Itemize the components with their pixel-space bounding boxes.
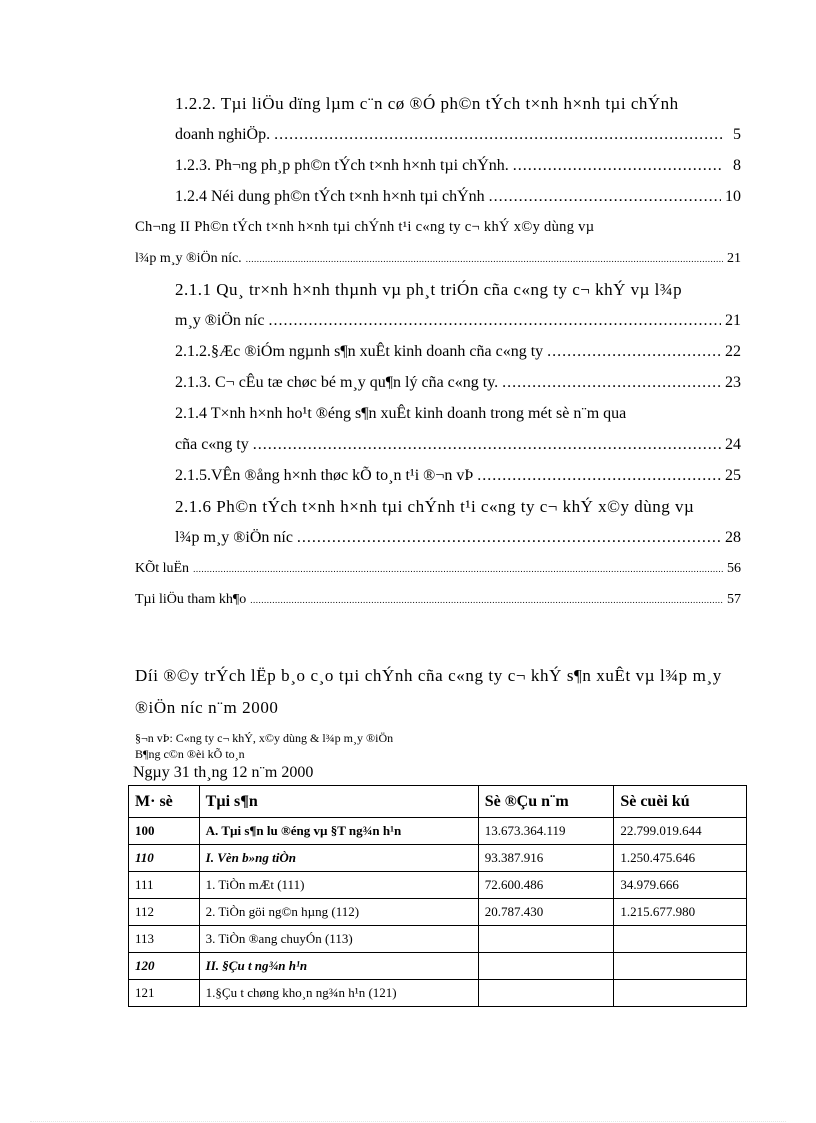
table-row: [129, 953, 747, 980]
table-row: [129, 899, 747, 926]
toc-entry[interactable]: [135, 367, 741, 398]
table-cell: 1. TiÒn mÆt (111): [199, 872, 478, 899]
column-header: Tµi s¶n: [199, 786, 478, 818]
toc-entry-title: 2.1.6 Ph©n tÝch t×nh h×nh tµi chÝnh t¹i c«ng ty c¬ khÝ x©y dùng vµ: [175, 497, 695, 516]
toc-entry[interactable]: [135, 181, 741, 212]
toc-entry[interactable]: [135, 522, 741, 553]
table-cell: 1.250.475.646: [614, 845, 747, 872]
table-cell: 120: [129, 953, 200, 980]
toc-entry[interactable]: [135, 119, 741, 150]
toc-entry[interactable]: [135, 336, 741, 367]
toc-page-number: 21: [727, 251, 741, 266]
sheet-title: B¶ng c©n ®èi kÕ to¸n: [135, 747, 245, 761]
toc-page-number: 21: [725, 312, 741, 329]
toc-entry-title: 2.1.5.VÊn ®ång h×nh thøc kÕ to¸n t¹i ®¬n vÞ: [175, 467, 474, 484]
table-cell: 1.215.677.980: [614, 899, 747, 926]
toc-entry-title: 1.2.2. Tµi liÖu dïng lµm c¨n cø ®Ó ph©n tÝch t×nh h×nh tµi chÝnh: [175, 94, 679, 113]
intro-paragraph: Díi ®©y trÝch lËp b¸o c¸o tµi chÝnh cña c«ng ty c¬ khÝ s¶n xuÊt vµ l¾p m¸y ®iÖn níc n¨m 2000: [135, 666, 722, 717]
toc-entry-title: m¸y ®iÖn níc: [175, 312, 265, 329]
toc-leader-dots: [477, 460, 721, 491]
toc-entry[interactable]: [135, 305, 741, 336]
toc-entry-title: l¾p m¸y ®iÖn níc.: [135, 251, 242, 266]
table-cell: 72.600.486: [478, 872, 614, 899]
report-header: [135, 730, 393, 762]
toc-entry[interactable]: [135, 460, 741, 491]
toc-entry[interactable]: [135, 553, 741, 584]
table-row: [129, 845, 747, 872]
toc-page-number: 10: [725, 188, 741, 205]
table-header-row: [129, 786, 747, 818]
toc-entry-title: 1.2.4 Néi dung ph©n tÝch t×nh h×nh tµi chÝnh: [175, 188, 485, 205]
table-cell: [478, 980, 614, 1007]
balance-sheet-table: [128, 785, 747, 1007]
toc-entry[interactable]: [135, 398, 741, 429]
table-cell: 113: [129, 926, 200, 953]
table-of-contents: [135, 88, 741, 615]
toc-leader-dots: [246, 244, 723, 274]
toc-entry[interactable]: [135, 429, 741, 460]
toc-leader-dots: [193, 554, 723, 584]
table-cell: I. Vèn b»ng tiÒn: [199, 845, 478, 872]
unit-line: §¬n vÞ: C«ng ty c¬ khÝ, x©y dùng & l¾p m¸y ®iÖn: [135, 731, 394, 745]
toc-page-number: 23: [725, 374, 741, 391]
toc-entry-title: 2.1.3. C¬ cÊu tæ chøc bé m¸y qu¶n lý cña c«ng ty.: [175, 374, 499, 391]
toc-entry-title: 1.2.3. Ph¬ng ph¸p ph©n tÝch t×nh h×nh tµi chÝnh.: [175, 157, 509, 174]
toc-entry-title: doanh nghiÖp.: [175, 126, 271, 143]
toc-entry-title: cña c«ng ty: [175, 436, 249, 453]
table-cell: 3. TiÒn ®ang chuyÓn (113): [199, 926, 478, 953]
table-cell: 121: [129, 980, 200, 1007]
toc-page-number: 57: [727, 592, 741, 607]
table-cell: 110: [129, 845, 200, 872]
table-cell: 13.673.364.119: [478, 818, 614, 845]
toc-page-number: 22: [725, 343, 741, 360]
toc-entry[interactable]: [135, 274, 741, 305]
toc-entry-title: l¾p m¸y ®iÖn níc: [175, 529, 293, 546]
table-cell: 100: [129, 818, 200, 845]
toc-entry[interactable]: [135, 491, 741, 522]
toc-entry-title: 2.1.4 T×nh h×nh ho¹t ®éng s¶n xuÊt kinh doanh trong mét sè n¨m qua: [175, 405, 627, 422]
toc-entry-title: KÕt luËn: [135, 561, 190, 576]
table-cell: [614, 953, 747, 980]
toc-page-number: 25: [725, 467, 741, 484]
toc-leader-dots: [274, 119, 723, 150]
toc-entry[interactable]: [135, 88, 741, 119]
table-row: [129, 980, 747, 1007]
toc-leader-dots: [502, 367, 721, 398]
table-cell: [614, 980, 747, 1007]
toc-page-number: 8: [733, 157, 741, 174]
table-cell: 2. TiÒn göi ng©n hµng (112): [199, 899, 478, 926]
toc-entry-title: Ch¬ng II Ph©n tÝch t×nh h×nh tµi chÝnh t¹i c«ng ty c¬ khÝ x©y dùng vµ: [135, 219, 595, 235]
toc-entry[interactable]: [135, 584, 741, 615]
table-cell: A. Tµi s¶n lu ®éng vµ §T ng¾n h¹n: [199, 818, 478, 845]
toc-leader-dots: [547, 336, 721, 367]
table-cell: 93.387.916: [478, 845, 614, 872]
table-cell: [614, 926, 747, 953]
table-cell: 1.§Çu t chøng kho¸n ng¾n h¹n (121): [199, 980, 478, 1007]
table-row: [129, 872, 747, 899]
table-cell: 111: [129, 872, 200, 899]
toc-leader-dots: [268, 305, 721, 336]
toc-page-number: 28: [725, 529, 741, 546]
column-header: Sè cuèi kú: [614, 786, 747, 818]
table-row: [129, 926, 747, 953]
toc-page-number: 24: [725, 436, 741, 453]
toc-page-number: 56: [727, 561, 741, 576]
table-cell: II. §Çu t ng¾n h¹n: [199, 953, 478, 980]
table-row: [129, 818, 747, 845]
toc-entry[interactable]: [135, 150, 741, 181]
table-cell: [478, 953, 614, 980]
toc-entry-title: Tµi liÖu tham kh¶o: [135, 592, 247, 607]
table-cell: [478, 926, 614, 953]
toc-entry-title: 2.1.2.§Æc ®iÓm ngµnh s¶n xuÊt kinh doanh cña c«ng ty: [175, 343, 544, 360]
column-header: M· sè: [129, 786, 200, 818]
toc-leader-dots: [489, 181, 721, 212]
toc-leader-dots: [297, 522, 721, 553]
toc-chapter-entry[interactable]: [135, 212, 741, 243]
toc-leader-dots: [513, 150, 723, 181]
table-cell: 20.787.430: [478, 899, 614, 926]
table-cell: 22.799.019.644: [614, 818, 747, 845]
toc-leader-dots: [250, 585, 723, 615]
date-line: Ngµy 31 th¸ng 12 n¨m 2000: [133, 764, 314, 781]
toc-chapter-entry[interactable]: [135, 243, 741, 274]
toc-leader-dots: [253, 429, 721, 460]
column-header: Sè ®Çu n¨m: [478, 786, 614, 818]
toc-entry-title: 2.1.1 Qu¸ tr×nh h×nh thµnh vµ ph¸t triÓn cña c«ng ty c¬ khÝ vµ l¾p: [175, 280, 683, 299]
table-cell: 34.979.666: [614, 872, 747, 899]
toc-page-number: 5: [733, 126, 741, 143]
table-cell: 112: [129, 899, 200, 926]
